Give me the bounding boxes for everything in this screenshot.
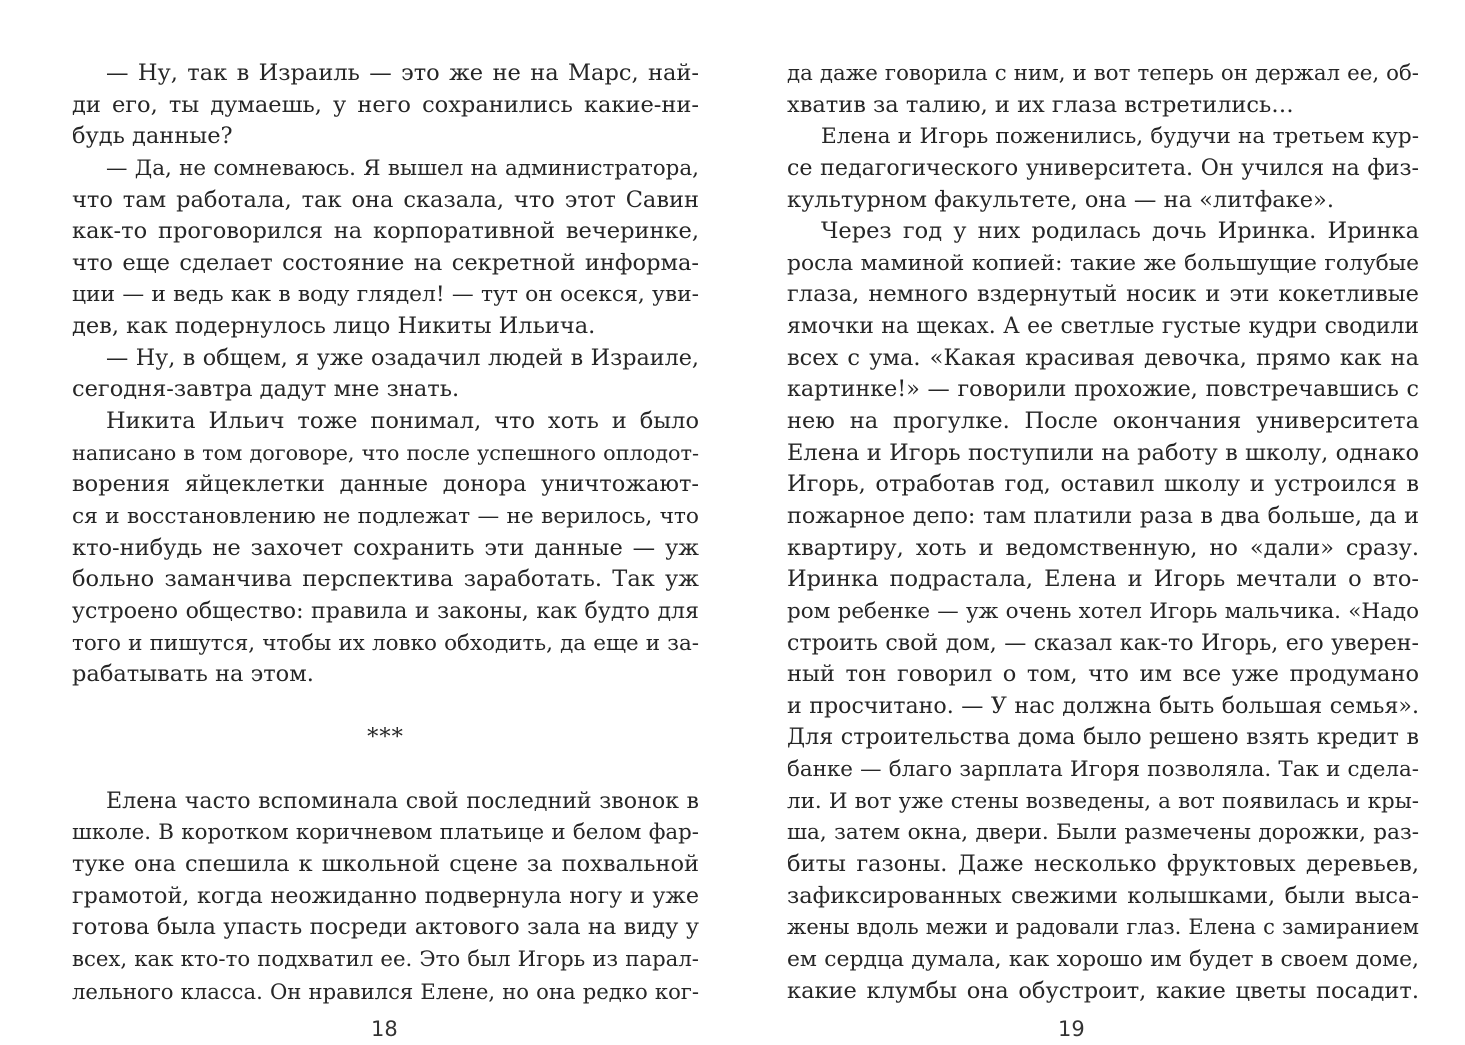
- text-line: готова была упасть посреди актового зала на виду у: [72, 914, 699, 941]
- text-line: Никита Ильич тоже понимал, что хоть и было: [106, 408, 699, 435]
- text-line: — Ну, так в Израиль — это же не на Марс, най-: [106, 60, 699, 86]
- text-line: Елена и Игорь поженились, будучи на третьем кур-: [821, 124, 1419, 150]
- text-line: туке она спешила к школьной сцене за похвальной: [72, 851, 699, 878]
- text-line: Елена часто вспоминала свой последний звонок в: [106, 787, 699, 814]
- text-line: се педагогического университета. Он учился на физ-: [787, 154, 1419, 181]
- text-line: пожарное депо: там платили раза в два больше, да и: [787, 502, 1419, 529]
- text-line: — Да, не сомневаюсь. Я вышел на администратора,: [106, 155, 699, 181]
- text-line: картинке!» — говорили прохожие, повстречавшись с: [787, 376, 1419, 403]
- text-line: того и пишутся, чтобы их ловко обходить, да еще и за-: [72, 630, 699, 656]
- text-line: жены вдоль межи и радовали глаз. Елена с замиранием: [787, 915, 1419, 940]
- text-line: дев, как подернулось лицо Никиты Ильича.: [72, 313, 596, 340]
- text-line: Елена и Игорь поступили на работу в школу, однако: [787, 439, 1419, 466]
- text-line: всех с ума. «Какая красивая девочка, прямо как на: [787, 344, 1419, 371]
- left-page-text: [72, 58, 699, 1007]
- text-line: глаза, немного вздернутый носик и эти кокетливые: [787, 281, 1419, 308]
- text-line: что еще сделает состояние на секретной информа-: [72, 249, 699, 276]
- blank-line: [72, 691, 699, 723]
- text-line: культурном факультете, она — на «литфаке».: [787, 186, 1334, 213]
- text-line: устроено общество: правила и законы, как будто для: [72, 597, 699, 624]
- section-separator: ***: [367, 724, 404, 751]
- text-line: ша, затем окна, двери. Были размечены дорожки, раз-: [787, 820, 1419, 846]
- text-line: банке — благо зарплата Игоря позволяла. Так и сдела-: [787, 757, 1419, 783]
- text-line: написано в том договоре, что после успешного оплодот-: [72, 440, 699, 465]
- text-line: сегодня-завтра дадут мне знать.: [72, 376, 460, 403]
- text-line: ямочки на щеках. А ее светлые густые кудри сводили: [787, 314, 1419, 340]
- page-number-left: 18: [371, 1017, 398, 1041]
- text-line: Через год у них родилась дочь Иринка. Иринка: [821, 218, 1419, 245]
- left-page: [0, 0, 732, 1045]
- text-line: Игорь, отработав год, оставил школу и устроился в: [787, 471, 1419, 498]
- text-line: росла маминой копией: такие же большущие голубые: [787, 250, 1419, 276]
- text-line: ди его, ты думаешь, у него сохранились какие-ни-: [72, 91, 699, 118]
- text-line: ся и восстановлению не подлежат — не верилось, что: [72, 503, 699, 529]
- text-line: — Ну, в общем, я уже озадачил людей в Израиле,: [106, 344, 699, 371]
- text-line: нею на прогулке. После окончания университета: [787, 408, 1419, 435]
- text-line: как-то проговорился на корпоративной вечеринке,: [72, 218, 699, 245]
- text-line: больно заманчива перспектива заработать. Так уж: [72, 566, 699, 593]
- text-line: рабатывать на этом.: [72, 661, 314, 688]
- text-line: ции — и ведь как в воду глядел! — тут он осекся, уви-: [72, 282, 699, 308]
- text-line: Для строительства дома было решено взять кредит в: [787, 724, 1419, 751]
- text-line: ром ребенке — уж очень хотел Игорь мальчика. «Надо: [787, 598, 1419, 624]
- text-line: строить свой дом, — сказал как-то Игорь, его уверен-: [787, 629, 1419, 656]
- text-line: да даже говорила с ним, и вот теперь он держал ее, об-: [787, 61, 1419, 86]
- text-line: лельного класса. Он нравился Елене, но она редко ког-: [72, 978, 699, 1004]
- text-line: будь данные?: [72, 123, 233, 150]
- text-line: ворения яйцеклетки данные донора уничтожают-: [72, 471, 699, 498]
- text-line: квартиру, хоть и ведомственную, но «дали» сразу.: [787, 534, 1419, 561]
- blank-line: [72, 754, 699, 786]
- text-line: что там работала, так она сказала, что этот Савин: [72, 186, 699, 213]
- text-line: грамотой, когда неожиданно подвернула ногу и уже: [72, 882, 699, 909]
- right-page: [732, 0, 1465, 1045]
- text-line: ный тон говорил о том, что им все уже продумано: [787, 661, 1419, 688]
- text-line: какие клумбы она обустроит, какие цветы посадит.: [787, 977, 1419, 1004]
- right-page-text: [787, 58, 1419, 1007]
- text-line: всех, как кто-то подхватил ее. Это был Игорь из парал-: [72, 946, 699, 972]
- text-line: ем сердца думала, как хорошо им будет в своем доме,: [787, 946, 1419, 972]
- text-line: Иринка подрастала, Елена и Игорь мечтали о вто-: [787, 566, 1419, 593]
- text-line: зафиксированных свежими колышками, были выса-: [787, 882, 1419, 909]
- text-line: школе. В коротком коричневом платьице и белом фар-: [72, 820, 699, 846]
- page-number-right: 19: [1058, 1017, 1085, 1041]
- text-line: хватив за талию, и их глаза встретились…: [787, 91, 1294, 118]
- text-line: биты газоны. Даже несколько фруктовых деревьев,: [787, 851, 1419, 878]
- text-line: и просчитано. — У нас должна быть большая семья».: [787, 692, 1419, 719]
- text-line: ли. И вот уже стены возведены, а вот появилась и кры-: [787, 788, 1419, 814]
- text-line: кто-нибудь не захочет сохранить эти данные — уж: [72, 534, 699, 561]
